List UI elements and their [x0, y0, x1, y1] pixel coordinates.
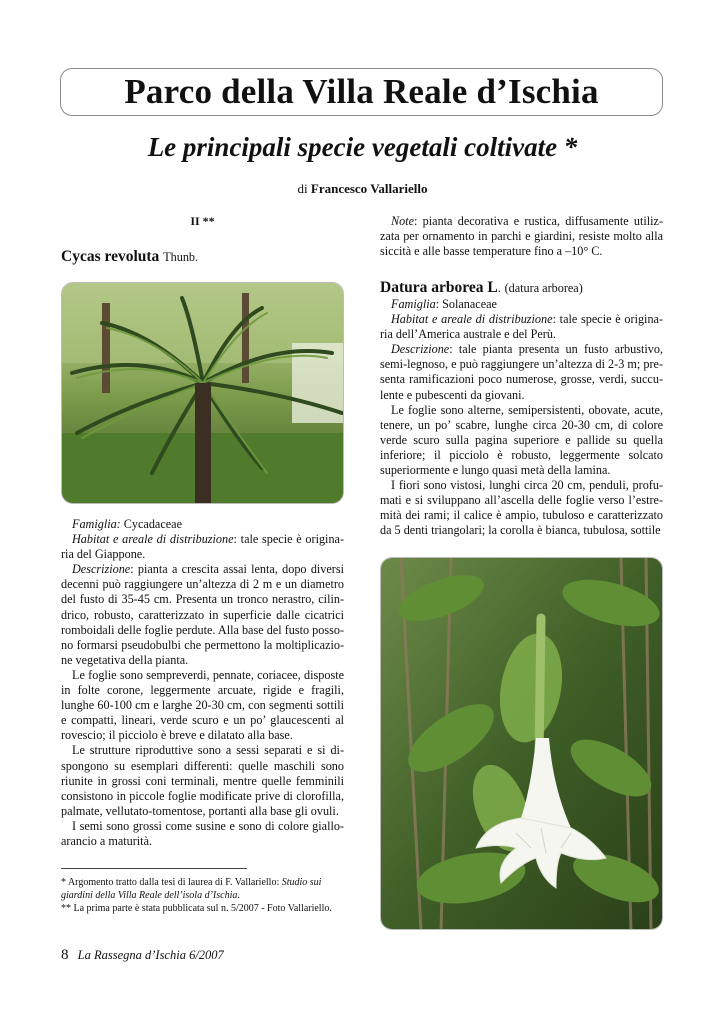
page-footer	[61, 947, 224, 964]
datura-photo-image	[381, 558, 663, 930]
footnotes	[61, 876, 344, 915]
byline-prefix: di	[297, 181, 308, 196]
title-box	[60, 68, 663, 116]
datura-paragraph: Habitat e areale di distribuzione: tale specie è originaria dell’America australe e del Perù.	[380, 312, 664, 342]
note-text	[380, 214, 663, 259]
datura-photo	[380, 557, 663, 930]
cycas-photo-image	[62, 283, 344, 504]
cycas-paragraph: Le strutture riproduttive sono a sessi separati e si dispongono su esemplari differenti: quelle maschili sono riunite in grossi coni terminali, mentre quelle femminili consistono in piccole foglie modificate prive di clorofilla, palmate, vellutato-tomentose, portanti alla base gli ovuli.	[61, 743, 344, 818]
species-name: Cycas revoluta	[61, 248, 160, 265]
cycas-photo	[61, 282, 344, 504]
cycas-paragraph: Descrizione: pianta a crescita assai lenta, dopo diversi decenni può raggiungere un’altezza di 2 m e un diametro del fusto di 35-45 cm. Presenta un tronco nerastro, cilindrico, robusto, caratterizzato in superficie dalle cicatrici romboidali delle foglie perdute. Alla base del fusto possono formarsi pseudobulbi che permettono la moltiplicazione vegetativa della pianta.	[61, 562, 344, 667]
species-heading-cycas	[61, 248, 198, 266]
footnote: * Argomento tratto dalla tesi di laurea di F. Vallariello: Studio sui giardini della Villa Reale dell’isola d’Ischia.	[61, 877, 322, 901]
cycas-paragraph: Le foglie sono sempreverdi, pennate, coriacee, disposte in folte corone, leggermente arcuate, rigide e fragili, lunghe 60-100 cm e larghe 20-30 cm, con segmenti sottili e compatti, lineari, verde scuro e un po’ glaucescenti al rovescio; il picciolo è breve e dilatato alla base.	[61, 667, 344, 743]
page-subtitle: Le principali specie vegetali coltivate *	[147, 132, 578, 162]
author-name: Francesco Vallariello	[310, 181, 428, 196]
magazine-name: La Rassegna d’Ischia 6/2007	[77, 948, 224, 962]
footnote: ** La prima parte è stata pubblicata sul n. 5/2007 - Foto Vallariello.	[61, 903, 332, 914]
footnote-divider	[61, 868, 247, 869]
datura-paragraph: Descrizione: tale pianta presenta un fusto arbustivo, semi-legnoso, e può raggiungere un’altezza di 2-3 m; presenta ramificazioni poco numerose, grosse, verdi, succulente e pubescenti da giovani.	[380, 342, 663, 402]
page-title: Parco della Villa Reale d’Ischia	[124, 72, 599, 111]
byline	[0, 181, 725, 197]
datura-paragraph: I fiori sono vistosi, lunghi circa 20 cm, penduli, profumati e si sviluppano all’ascella delle foglie verso l’estremità dei rami; il calice è ampio, tubuloso e caratterizzato da 5 denti triangolari; la corolla è bianca, tubulosa, sottile	[380, 478, 663, 538]
species-name: Datura arborea L	[380, 279, 498, 296]
species-suffix: .	[497, 281, 501, 295]
page-number: 8	[61, 947, 69, 963]
datura-paragraph: Le foglie sono alterne, semipersistenti, obovate, acute, tenere, un po’ scabre, lunghe circa 20-30 cm, di colore verde scuro sulla pagina superiore e pallide su quella inferiore; il picciolo è robusto, leggermente solcato superiormente e lungo quasi metà della lamina.	[380, 402, 663, 478]
cycas-paragraph: Famiglia: Cycadaceae	[72, 517, 182, 531]
datura-paragraph: Famiglia: Solanaceae	[391, 297, 497, 311]
cycas-paragraph: Habitat e areale di distribuzione: tale specie è originaria del Giappone.	[61, 532, 345, 562]
species-common-name: (datura arborea)	[504, 281, 583, 295]
cycas-text	[61, 517, 344, 849]
species-heading-datura	[380, 279, 583, 297]
cycas-paragraph: I semi sono grossi come susine e sono di colore giallo-arancio a maturità.	[61, 818, 344, 848]
species-author: Thunb.	[163, 250, 199, 264]
part-number: II **	[190, 214, 215, 228]
note-paragraph: Note: pianta decorativa e rustica, diffusamente utilizzata per ornamento in parchi e giardini, resiste molto alla siccità e alle basse temperature fino a –10° C.	[380, 214, 663, 259]
datura-text	[380, 297, 663, 539]
